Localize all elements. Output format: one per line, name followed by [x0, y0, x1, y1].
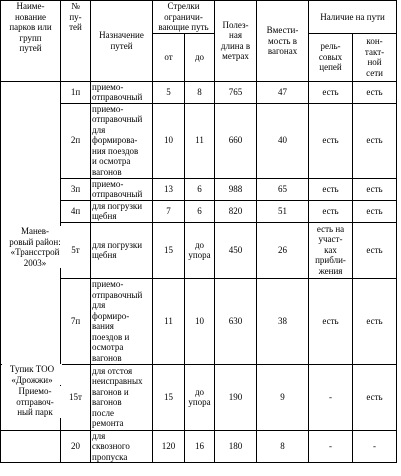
cell-from: 120 — [153, 430, 185, 463]
cell-from: 7 — [153, 200, 185, 222]
table-row — [1, 178, 397, 200]
cell-from: 13 — [153, 178, 185, 200]
cell-contact: есть — [353, 364, 397, 430]
cell-length: 450 — [215, 222, 257, 278]
park-label-tupik-text: Тупик ТОО «Дрожжи» — [9, 364, 55, 385]
cell-length: 180 — [215, 430, 257, 463]
park-label-tupik — [2, 364, 62, 385]
cell-contact: есть — [353, 222, 397, 278]
cell-capacity: 26 — [257, 222, 309, 278]
park-label-receiving — [5, 386, 65, 418]
cell-contact: есть — [353, 81, 397, 103]
header-switches — [153, 1, 215, 34]
header-length-text: Полез- ная длина в метрах — [220, 19, 251, 62]
header-num — [61, 1, 91, 82]
cell-capacity: 9 — [257, 364, 309, 430]
cell-length: 820 — [215, 200, 257, 222]
cell-contact: есть — [353, 178, 397, 200]
cell-to-text: до упора — [188, 239, 211, 260]
cell-to-text: до упора — [188, 386, 211, 407]
cell-purpose — [91, 364, 153, 430]
cell-purpose-text: для погрузки щебня — [92, 239, 143, 260]
cell-purpose-text: для погрузки щебня — [92, 200, 143, 221]
header-from — [153, 33, 185, 81]
cell-num: 5т — [61, 222, 91, 278]
cell-capacity: 65 — [257, 178, 309, 200]
cell-length: 988 — [215, 178, 257, 200]
cell-capacity: 51 — [257, 200, 309, 222]
cell-contact: - — [353, 430, 397, 463]
cell-capacity: 8 — [257, 430, 309, 463]
header-rail-text: рель- совых цепей — [318, 41, 343, 73]
header-presence — [309, 1, 397, 34]
cell-from: 5 — [153, 81, 185, 103]
cell-purpose-text: приемо- отправочный для формиро- вания поездов и осмотра вагонов — [92, 279, 143, 363]
header-park-text: Наиме- нование парков или групп путей — [9, 1, 52, 53]
table-row — [1, 200, 397, 222]
header-to-text: до — [194, 51, 205, 62]
header-park — [1, 1, 61, 82]
cell-purpose — [91, 81, 153, 103]
cell-num: 4п — [61, 200, 91, 222]
cell-purpose — [91, 200, 153, 222]
cell-rail: - — [309, 364, 353, 430]
header-contact-text: кон- такт- ной сети — [364, 36, 385, 78]
cell-capacity: 38 — [257, 278, 309, 364]
cell-purpose-text: приемо- отправочный — [92, 178, 143, 199]
cell-num: 7п — [61, 278, 91, 364]
cell-purpose-text: для сквозного пропуска — [92, 430, 130, 462]
table-row — [1, 430, 397, 463]
header-contact — [353, 33, 397, 81]
header-to — [185, 33, 215, 81]
header-num-text: № пу- тей — [69, 1, 82, 32]
cell-capacity: 40 — [257, 103, 309, 178]
cell-from: 10 — [153, 103, 185, 178]
header-from-text: от — [164, 51, 173, 62]
cell-rail: - — [309, 430, 353, 463]
park-label-maneuver-text: Манев- ровый район: «Трансстрой 2003» — [9, 226, 61, 268]
cell-contact: есть — [353, 103, 397, 178]
cell-num: 1п — [61, 81, 91, 103]
cell-to: 11 — [185, 103, 215, 178]
header-switches-text: Стрелки ограничи- вающие путь — [158, 1, 209, 32]
header-length — [215, 1, 257, 82]
table-row — [1, 103, 397, 178]
park-label-receiving-text: Приемо- отправоч- ный парк — [16, 386, 54, 417]
cell-purpose-text: для отстоя неисправных вагонов и вагонов после ремонта — [92, 365, 143, 428]
cell-num: 2п — [61, 103, 91, 178]
cell-purpose — [91, 222, 153, 278]
cell-rail — [309, 222, 353, 278]
table-row — [1, 81, 397, 103]
park-label-maneuver — [5, 226, 65, 268]
cell-contact: есть — [353, 200, 397, 222]
cell-purpose — [91, 103, 153, 178]
cell-purpose — [91, 278, 153, 364]
header-presence-text: Наличие на пути — [320, 11, 385, 22]
park-cell — [1, 81, 61, 364]
cell-length: 190 — [215, 364, 257, 430]
cell-purpose — [91, 430, 153, 463]
cell-to — [185, 364, 215, 430]
header-purpose-text: Назначение путей — [99, 30, 144, 51]
cell-to: 6 — [185, 178, 215, 200]
cell-length: 630 — [215, 278, 257, 364]
cell-from: 15 — [153, 364, 185, 430]
cell-length: 765 — [215, 81, 257, 103]
cell-to: 16 — [185, 430, 215, 463]
header-purpose — [91, 1, 153, 82]
cell-purpose-text: приемо- отправочный — [92, 81, 143, 102]
cell-rail: есть — [309, 278, 353, 364]
cell-rail: есть — [309, 81, 353, 103]
cell-capacity: 47 — [257, 81, 309, 103]
cell-contact: есть — [353, 278, 397, 364]
cell-num: 3п — [61, 178, 91, 200]
header-capacity — [257, 1, 309, 82]
header-rail — [309, 33, 353, 81]
header-capacity-text: Вмести- мость в вагонах — [266, 25, 299, 56]
cell-length: 660 — [215, 103, 257, 178]
cell-rail-text: есть на участ- ках прибли- жения — [315, 223, 346, 276]
cell-to: 8 — [185, 81, 215, 103]
cell-purpose-text: приемо- отправочный для формирова- ния поездов и осмотра вагонов — [92, 103, 143, 177]
cell-num: 20 — [61, 430, 91, 463]
park-cell — [1, 430, 61, 463]
cell-rail: есть — [309, 103, 353, 178]
cell-rail: есть — [309, 178, 353, 200]
cell-to: 6 — [185, 200, 215, 222]
table-row — [1, 278, 397, 364]
cell-from: 11 — [153, 278, 185, 364]
cell-rail: есть — [309, 200, 353, 222]
cell-purpose — [91, 178, 153, 200]
cell-to — [185, 222, 215, 278]
cell-num: 15т — [61, 364, 91, 430]
cell-to: 10 — [185, 278, 215, 364]
cell-from: 15 — [153, 222, 185, 278]
